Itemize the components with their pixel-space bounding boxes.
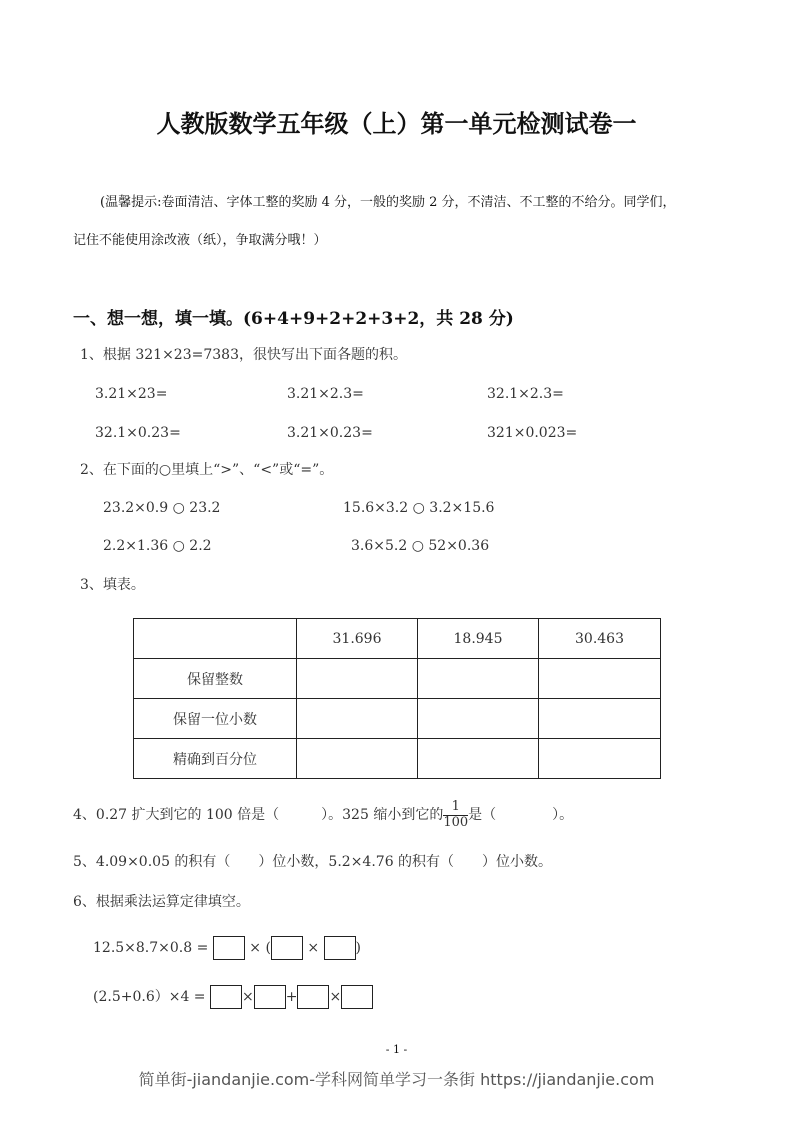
circle-blank[interactable]: ○ — [411, 538, 424, 554]
question-5: 5、4.09×0.05 的积有（ ）位小数，5.2×4.76 的积有（ ）位小数。 — [73, 854, 553, 870]
eq-text: (2.5+0.6）×4 = — [93, 989, 206, 1005]
compare-item — [351, 539, 489, 553]
answer-cell[interactable] — [418, 659, 539, 699]
page-title: 人教版数学五年级（上）第一单元检测试卷一 — [156, 109, 637, 138]
compare-item — [103, 539, 212, 553]
header-cell: 30.463 — [539, 619, 661, 659]
q1-item: 3.21×2.3= — [287, 386, 364, 402]
section-heading: 一、想一想，填一填。(6+4+9+2+2+3+2，共 28 分) — [73, 309, 514, 329]
answer-cell[interactable] — [418, 739, 539, 779]
answer-box[interactable] — [254, 985, 286, 1009]
equation-1 — [93, 936, 361, 960]
answer-box[interactable] — [341, 985, 373, 1009]
q1-item: 321×0.023= — [487, 425, 578, 441]
answer-cell[interactable] — [539, 659, 661, 699]
equation-2 — [93, 985, 373, 1009]
answer-cell[interactable] — [297, 739, 418, 779]
row-label: 保留一位小数 — [134, 699, 297, 739]
q4-text: 4、0.27 扩大到它的 100 倍是（ ）。325 缩小到它的 — [73, 807, 444, 823]
answer-cell[interactable] — [539, 699, 661, 739]
answer-box[interactable] — [213, 936, 245, 960]
numerator: 1 — [443, 800, 468, 815]
right-expr: 3.2×15.6 — [429, 500, 495, 516]
compare-item — [343, 501, 494, 515]
question-1: 1、根据 321×23=7383，很快写出下面各题的积。 — [80, 347, 407, 363]
left-expr: 15.6×3.2 — [343, 500, 409, 516]
answer-box[interactable] — [210, 985, 242, 1009]
question-4 — [73, 800, 573, 830]
left-expr: 3.6×5.2 — [351, 538, 408, 554]
question-3: 3、填表。 — [80, 577, 145, 593]
rounding-table — [133, 618, 661, 779]
denominator: 100 — [443, 814, 469, 830]
q1-item: 32.1×2.3= — [487, 386, 564, 402]
answer-box[interactable] — [324, 936, 356, 960]
circle-blank[interactable]: ○ — [172, 538, 185, 554]
right-expr: 2.2 — [189, 538, 212, 554]
answer-box[interactable] — [297, 985, 329, 1009]
q1-item: 3.21×23= — [95, 386, 168, 402]
paren: ( — [265, 940, 271, 956]
q4-text: 是（ ）。 — [468, 807, 574, 823]
header-cell — [134, 619, 297, 659]
right-expr: 23.2 — [189, 500, 221, 516]
q1-item: 3.21×0.23= — [287, 425, 373, 441]
times: × — [249, 940, 261, 956]
circle-blank[interactable]: ○ — [172, 500, 185, 516]
question-6: 6、根据乘法运算定律填空。 — [73, 894, 250, 910]
circle-blank[interactable]: ○ — [412, 500, 425, 516]
page-number: - 1 - — [385, 1043, 408, 1056]
eq-text: 12.5×8.7×0.8 = — [93, 940, 209, 956]
left-expr: 23.2×0.9 — [103, 500, 169, 516]
header-cell: 31.696 — [297, 619, 418, 659]
times: × — [307, 940, 320, 956]
times: × — [242, 989, 254, 1005]
answer-cell[interactable] — [539, 739, 661, 779]
note-line-1: (温馨提示:卷面清洁、字体工整的奖励 4 分，一般的奖励 2 分，不清洁、不工整的不给分。同学们， — [100, 195, 676, 210]
q1-item: 32.1×0.23= — [95, 425, 181, 441]
answer-cell[interactable] — [297, 699, 418, 739]
paren: ) — [355, 940, 362, 956]
note-line-2: 记住不能使用涂改液（纸），争取满分哦！） — [73, 233, 327, 248]
row-label: 保留整数 — [134, 659, 297, 699]
answer-box[interactable] — [271, 936, 303, 960]
footer-watermark: 简单街-jiandanjie.com-学科网简单学习一条街 https://jiandanjie.com — [138, 1070, 655, 1089]
plus: + — [285, 989, 298, 1005]
answer-cell[interactable] — [418, 699, 539, 739]
header-cell: 18.945 — [418, 619, 539, 659]
left-expr: 2.2×1.36 — [103, 538, 169, 554]
row-label: 精确到百分位 — [134, 739, 297, 779]
question-2: 2、在下面的○里填上“>”、“<”或“=”。 — [80, 462, 334, 478]
times: × — [329, 989, 342, 1005]
right-expr: 52×0.36 — [428, 538, 490, 554]
answer-cell[interactable] — [297, 659, 418, 699]
fraction — [443, 800, 468, 830]
compare-item — [103, 501, 220, 515]
